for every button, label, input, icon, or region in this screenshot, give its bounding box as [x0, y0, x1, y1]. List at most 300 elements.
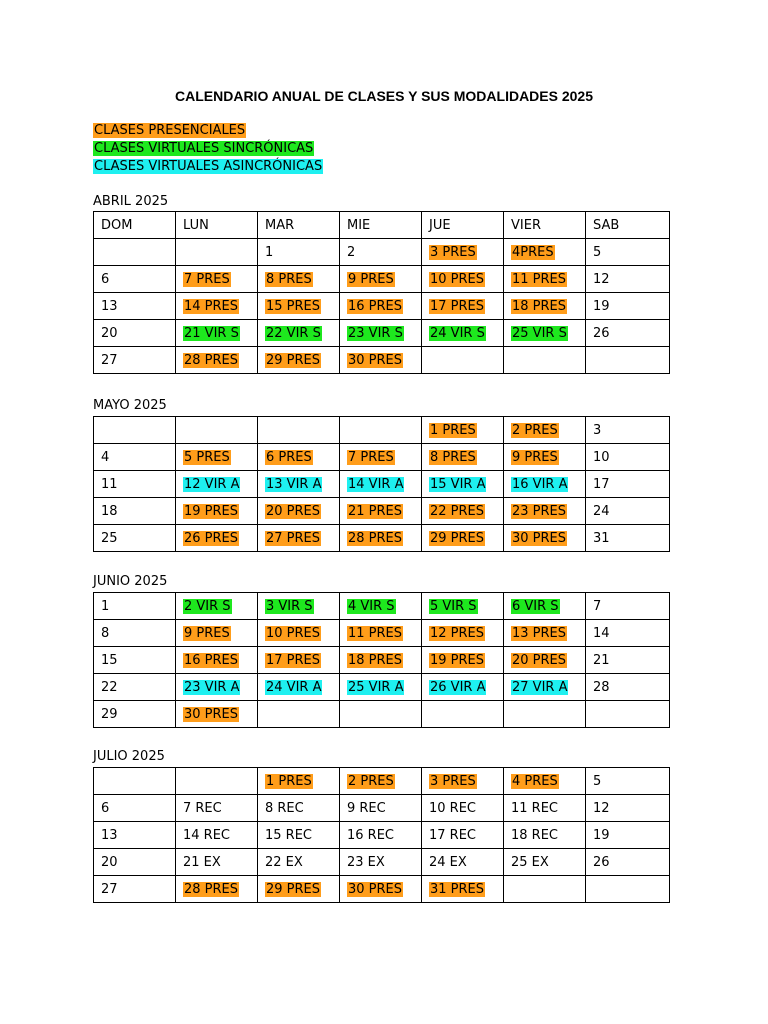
legend — [93, 122, 323, 176]
calendar-table-julio — [93, 767, 670, 903]
table-cell — [504, 620, 586, 647]
table-cell — [422, 239, 504, 266]
cell-text: MAR — [265, 217, 295, 233]
cell-text: 29 PRES — [266, 352, 321, 368]
table-cell — [586, 795, 670, 822]
table-cell — [504, 849, 586, 876]
cell-text: 7 PRES — [348, 449, 394, 465]
table-cell — [258, 876, 340, 903]
table-cell — [176, 417, 258, 444]
cell-text: 1 — [265, 244, 274, 260]
table-cell — [258, 347, 340, 374]
table-cell — [94, 701, 176, 728]
cell-text: 30 PRES — [348, 881, 403, 897]
cell-text: 4 PRES — [512, 773, 558, 789]
table-cell — [504, 674, 586, 701]
table-cell — [504, 525, 586, 552]
table-cell — [504, 768, 586, 795]
table-cell — [586, 444, 670, 471]
cell-text: 3 PRES — [430, 773, 476, 789]
table-cell — [340, 876, 422, 903]
cell-text: 16 REC — [347, 827, 394, 843]
cell-text: 16 PRES — [348, 298, 403, 314]
cell-text: 24 — [593, 503, 610, 519]
cell-text: 25 EX — [511, 854, 549, 870]
table-cell — [340, 674, 422, 701]
table-cell — [422, 593, 504, 620]
cell-text: 31 PRES — [430, 881, 485, 897]
cell-text: 1 — [101, 598, 110, 614]
table-cell — [504, 471, 586, 498]
table-row — [94, 444, 670, 471]
cell-text: LUN — [183, 217, 209, 233]
cell-text: 21 EX — [183, 854, 221, 870]
table-cell — [94, 647, 176, 674]
table-cell — [422, 822, 504, 849]
table-cell — [422, 212, 504, 239]
table-row — [94, 266, 670, 293]
cell-text: 24 EX — [429, 854, 467, 870]
legend-virtuales-asincronicas: CLASES VIRTUALES ASINCRÓNICAS — [94, 159, 323, 174]
table-cell — [340, 266, 422, 293]
cell-text: 19 PRES — [184, 503, 239, 519]
table-cell — [422, 347, 504, 374]
cell-text: 3 VIR S — [266, 598, 313, 614]
table-cell — [176, 239, 258, 266]
cell-text: 20 — [101, 854, 118, 870]
table-row — [94, 471, 670, 498]
table-cell — [586, 593, 670, 620]
cell-text: 30 PRES — [512, 530, 567, 546]
cell-text: 14 — [593, 625, 610, 641]
table-cell — [586, 876, 670, 903]
cell-text: 15 — [101, 652, 118, 668]
table-cell — [422, 266, 504, 293]
cell-text: 20 PRES — [266, 503, 321, 519]
cell-text: 17 REC — [429, 827, 476, 843]
cell-text: 11 — [101, 476, 118, 492]
table-cell — [586, 849, 670, 876]
table-cell — [176, 822, 258, 849]
table-cell — [176, 647, 258, 674]
cell-text: 1 PRES — [266, 773, 312, 789]
cell-text: 4PRES — [512, 244, 554, 260]
cell-text: 22 VIR S — [266, 325, 321, 341]
cell-text: JUE — [429, 217, 451, 233]
table-cell — [504, 293, 586, 320]
table-cell — [586, 701, 670, 728]
cell-text: 7 — [593, 598, 602, 614]
cell-text: 17 — [593, 476, 610, 492]
table-cell — [586, 266, 670, 293]
cell-text: 21 PRES — [348, 503, 403, 519]
table-cell — [504, 212, 586, 239]
cell-text: 11 REC — [511, 800, 558, 816]
calendar-table-mayo — [93, 416, 670, 552]
table-row — [94, 768, 670, 795]
cell-text: 7 REC — [183, 800, 222, 816]
table-cell — [586, 822, 670, 849]
table-cell — [340, 593, 422, 620]
cell-text: SAB — [593, 217, 620, 233]
cell-text: MIE — [347, 217, 371, 233]
cell-text: 18 — [101, 503, 118, 519]
cell-text: 13 PRES — [512, 625, 567, 641]
table-cell — [176, 444, 258, 471]
cell-text: 12 PRES — [430, 625, 485, 641]
cell-text: 11 PRES — [512, 271, 567, 287]
cell-text: 24 VIR A — [266, 679, 322, 695]
table-cell — [504, 239, 586, 266]
table-row — [94, 674, 670, 701]
table-cell — [422, 293, 504, 320]
table-cell — [422, 768, 504, 795]
table-cell — [176, 212, 258, 239]
table-cell — [258, 212, 340, 239]
table-cell — [176, 525, 258, 552]
cell-text: 13 — [101, 827, 118, 843]
table-cell — [258, 768, 340, 795]
table-cell — [258, 795, 340, 822]
table-cell — [94, 795, 176, 822]
table-cell — [94, 674, 176, 701]
table-cell — [94, 417, 176, 444]
table-cell — [422, 876, 504, 903]
table-cell — [422, 320, 504, 347]
table-cell — [422, 795, 504, 822]
month-label-abril: ABRIL 2025 — [93, 194, 169, 209]
table-cell — [258, 849, 340, 876]
cell-text: 14 PRES — [184, 298, 239, 314]
cell-text: 26 VIR A — [430, 679, 486, 695]
table-row — [94, 593, 670, 620]
table-cell — [258, 239, 340, 266]
cell-text: 15 REC — [265, 827, 312, 843]
table-cell — [340, 701, 422, 728]
table-cell — [422, 674, 504, 701]
cell-text: 27 — [101, 881, 118, 897]
cell-text: 26 — [593, 854, 610, 870]
table-row — [94, 417, 670, 444]
table-cell — [258, 822, 340, 849]
table-cell — [176, 320, 258, 347]
table-row — [94, 212, 670, 239]
cell-text: 25 — [101, 530, 118, 546]
cell-text: DOM — [101, 217, 133, 233]
cell-text: 28 — [593, 679, 610, 695]
table-cell — [504, 795, 586, 822]
cell-text: 29 — [101, 706, 118, 722]
cell-text: 4 VIR S — [348, 598, 395, 614]
legend-virtuales-sincronicas: CLASES VIRTUALES SINCRÓNICAS — [94, 141, 314, 156]
table-cell — [176, 266, 258, 293]
table-cell — [176, 768, 258, 795]
table-cell — [176, 876, 258, 903]
cell-text: 24 VIR S — [430, 325, 485, 341]
table-row — [94, 525, 670, 552]
table-cell — [176, 293, 258, 320]
table-row — [94, 701, 670, 728]
cell-text: 28 PRES — [184, 881, 239, 897]
table-cell — [422, 620, 504, 647]
cell-text: 22 EX — [265, 854, 303, 870]
table-cell — [258, 647, 340, 674]
table-cell — [504, 347, 586, 374]
cell-text: 16 VIR A — [512, 476, 568, 492]
cell-text: 9 REC — [347, 800, 386, 816]
table-cell — [504, 417, 586, 444]
table-cell — [176, 620, 258, 647]
table-cell — [422, 444, 504, 471]
cell-text: 26 — [593, 325, 610, 341]
cell-text: 12 — [593, 800, 610, 816]
table-cell — [586, 620, 670, 647]
table-cell — [94, 593, 176, 620]
table-cell — [586, 212, 670, 239]
cell-text: 27 — [101, 352, 118, 368]
table-cell — [422, 471, 504, 498]
cell-text: 3 PRES — [430, 244, 476, 260]
table-cell — [94, 347, 176, 374]
calendar-table-abril — [93, 211, 670, 374]
cell-text: 23 EX — [347, 854, 385, 870]
cell-text: 16 PRES — [184, 652, 239, 668]
table-cell — [504, 320, 586, 347]
cell-text: 9 PRES — [512, 449, 558, 465]
table-cell — [340, 498, 422, 525]
table-row — [94, 293, 670, 320]
table-cell — [504, 876, 586, 903]
table-cell — [586, 525, 670, 552]
table-cell — [258, 593, 340, 620]
table-row — [94, 239, 670, 266]
cell-text: 13 VIR A — [266, 476, 322, 492]
cell-text: 28 PRES — [348, 530, 403, 546]
table-row — [94, 498, 670, 525]
table-cell — [340, 471, 422, 498]
cell-text: 27 PRES — [266, 530, 321, 546]
table-cell — [258, 471, 340, 498]
table-cell — [586, 239, 670, 266]
table-cell — [94, 876, 176, 903]
table-cell — [422, 417, 504, 444]
table-cell — [422, 498, 504, 525]
cell-text: 5 — [593, 773, 602, 789]
cell-text: 11 PRES — [348, 625, 403, 641]
cell-text: 10 PRES — [266, 625, 321, 641]
table-cell — [176, 849, 258, 876]
table-cell — [422, 525, 504, 552]
table-cell — [586, 293, 670, 320]
table-cell — [504, 822, 586, 849]
cell-text: 6 PRES — [266, 449, 312, 465]
table-cell — [504, 647, 586, 674]
cell-text: 6 VIR S — [512, 598, 559, 614]
table-cell — [94, 293, 176, 320]
table-cell — [94, 239, 176, 266]
table-row — [94, 795, 670, 822]
cell-text: 30 PRES — [184, 706, 239, 722]
cell-text: 20 PRES — [512, 652, 567, 668]
table-cell — [422, 647, 504, 674]
cell-text: 25 VIR A — [348, 679, 404, 695]
table-cell — [340, 647, 422, 674]
table-cell — [340, 849, 422, 876]
table-cell — [176, 795, 258, 822]
table-cell — [258, 266, 340, 293]
table-cell — [586, 647, 670, 674]
cell-text: 10 — [593, 449, 610, 465]
table-cell — [422, 849, 504, 876]
table-cell — [94, 266, 176, 293]
table-cell — [94, 444, 176, 471]
table-cell — [176, 471, 258, 498]
table-cell — [340, 768, 422, 795]
cell-text: 2 VIR S — [184, 598, 231, 614]
table-cell — [258, 674, 340, 701]
month-label-julio: JULIO 2025 — [93, 749, 165, 764]
cell-text: 8 REC — [265, 800, 304, 816]
cell-text: 17 PRES — [266, 652, 321, 668]
table-cell — [94, 525, 176, 552]
table-cell — [176, 498, 258, 525]
cell-text: 18 PRES — [348, 652, 403, 668]
table-cell — [586, 498, 670, 525]
cell-text: 8 PRES — [266, 271, 312, 287]
table-cell — [586, 417, 670, 444]
month-label-mayo: MAYO 2025 — [93, 398, 167, 413]
cell-text: 22 PRES — [430, 503, 485, 519]
cell-text: 21 — [593, 652, 610, 668]
table-row — [94, 347, 670, 374]
table-cell — [340, 525, 422, 552]
cell-text: 27 VIR A — [512, 679, 568, 695]
table-cell — [94, 822, 176, 849]
table-cell — [94, 320, 176, 347]
cell-text: 23 VIR S — [348, 325, 403, 341]
table-cell — [176, 701, 258, 728]
cell-text: 2 PRES — [512, 422, 558, 438]
table-cell — [340, 620, 422, 647]
table-cell — [586, 768, 670, 795]
cell-text: 17 PRES — [430, 298, 485, 314]
table-cell — [258, 320, 340, 347]
cell-text: 18 REC — [511, 827, 558, 843]
cell-text: 19 — [593, 827, 610, 843]
cell-text: 1 PRES — [430, 422, 476, 438]
document-title: CALENDARIO ANUAL DE CLASES Y SUS MODALIDADES 2025 — [175, 88, 593, 104]
calendar-table-junio — [93, 592, 670, 728]
table-cell — [504, 266, 586, 293]
cell-text: 5 PRES — [184, 449, 230, 465]
cell-text: VIER — [511, 217, 541, 233]
table-row — [94, 647, 670, 674]
month-label-junio: JUNIO 2025 — [93, 574, 168, 589]
table-cell — [94, 620, 176, 647]
table-cell — [258, 498, 340, 525]
cell-text: 12 — [593, 271, 610, 287]
cell-text: 15 VIR A — [430, 476, 486, 492]
table-cell — [176, 347, 258, 374]
cell-text: 9 PRES — [184, 625, 230, 641]
table-cell — [340, 795, 422, 822]
table-cell — [94, 471, 176, 498]
cell-text: 30 PRES — [348, 352, 403, 368]
table-cell — [586, 471, 670, 498]
cell-text: 15 PRES — [266, 298, 321, 314]
table-row — [94, 620, 670, 647]
table-row — [94, 849, 670, 876]
table-cell — [504, 498, 586, 525]
table-cell — [258, 701, 340, 728]
table-cell — [340, 417, 422, 444]
cell-text: 8 PRES — [430, 449, 476, 465]
cell-text: 26 PRES — [184, 530, 239, 546]
cell-text: 23 PRES — [512, 503, 567, 519]
table-cell — [504, 701, 586, 728]
cell-text: 6 — [101, 800, 110, 816]
table-cell — [586, 320, 670, 347]
cell-text: 14 REC — [183, 827, 230, 843]
cell-text: 21 VIR S — [184, 325, 239, 341]
table-cell — [258, 525, 340, 552]
cell-text: 2 PRES — [348, 773, 394, 789]
cell-text: 5 — [593, 244, 602, 260]
table-cell — [340, 347, 422, 374]
table-cell — [340, 320, 422, 347]
table-cell — [94, 849, 176, 876]
cell-text: 23 VIR A — [184, 679, 240, 695]
table-cell — [176, 674, 258, 701]
table-cell — [504, 444, 586, 471]
table-cell — [340, 212, 422, 239]
table-cell — [258, 444, 340, 471]
table-cell — [422, 701, 504, 728]
cell-text: 4 — [101, 449, 110, 465]
table-cell — [586, 347, 670, 374]
cell-text: 19 — [593, 298, 610, 314]
cell-text: 10 PRES — [430, 271, 485, 287]
legend-presenciales: CLASES PRESENCIALES — [94, 123, 246, 138]
table-cell — [340, 444, 422, 471]
cell-text: 9 PRES — [348, 271, 394, 287]
cell-text: 6 — [101, 271, 110, 287]
table-cell — [504, 593, 586, 620]
table-row — [94, 822, 670, 849]
cell-text: 5 VIR S — [430, 598, 477, 614]
table-cell — [176, 593, 258, 620]
cell-text: 28 PRES — [184, 352, 239, 368]
cell-text: 18 PRES — [512, 298, 567, 314]
table-cell — [258, 417, 340, 444]
table-cell — [94, 212, 176, 239]
table-cell — [340, 293, 422, 320]
cell-text: 20 — [101, 325, 118, 341]
table-cell — [258, 620, 340, 647]
cell-text: 31 — [593, 530, 610, 546]
cell-text: 14 VIR A — [348, 476, 404, 492]
cell-text: 8 — [101, 625, 110, 641]
cell-text: 2 — [347, 244, 356, 260]
cell-text: 22 — [101, 679, 118, 695]
table-row — [94, 876, 670, 903]
cell-text: 7 PRES — [184, 271, 230, 287]
table-cell — [586, 674, 670, 701]
table-row — [94, 320, 670, 347]
cell-text: 19 PRES — [430, 652, 485, 668]
table-cell — [258, 293, 340, 320]
table-cell — [340, 239, 422, 266]
